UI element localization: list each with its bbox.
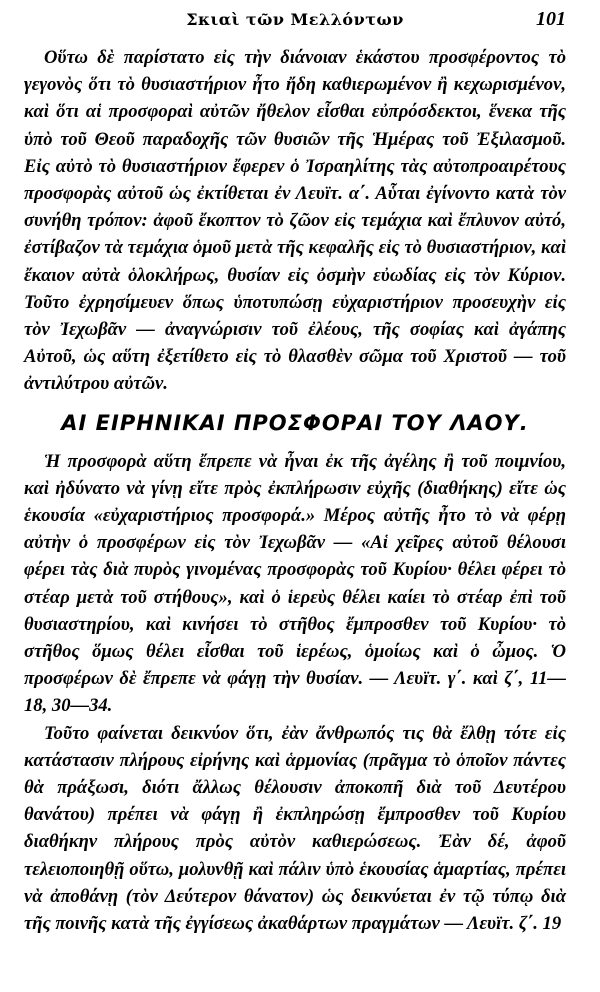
section-heading: ΑΙ ΕΙΡΗΝΙΚΑΙ ΠΡΟΣΦΟΡΑΙ ΤΟΥ ΛΑΟΥ. (61, 410, 529, 435)
page-number: 101 (536, 8, 566, 30)
running-title: Σκιαὶ τῶν Μελλόντων (186, 10, 404, 29)
body-paragraph: Τοῦτο φαίνεται δεικνύον ὅτι, ἐὰν ἄνθρωπός τις θὰ ἔλθῃ τότε εἰς κατάστασιν πλήρους εἰρήνης καὶ ἁρμονίας (πρᾶγμα τὸ ὁποῖον πάντες θὰ πράξωσι, διότι ἄλλως θέλουσιν ἀποκοπῆ διὰ τοῦ Δευτέρου θανάτου) πρέπει νὰ φάγῃ ἢ ἐκπληρώσῃ ἔμπροσθεν τοῦ Κυρίου διαθήκην πλήρους πρὸς αὐτὸν καθιερώσεως. Ἐὰν δέ, ἀφοῦ τελειοποιηθῇ οὕτω, μολυνθῇ καὶ πάλιν ὑπὸ ἑκουσίας ἁμαρτίας, πρέπει νὰ ἀποθάνῃ (τὸν Δεύτερον θάνατον) ὡς δεικνύεται ἐν τῷ τύπῳ διὰ τῆς ποινῆς κατὰ τῆς ἐγγίσεως ἀκαθάρτων πραγμάτων — Λευϊτ. ζ΄. 19 (24, 722, 566, 935)
body-paragraph: Ἡ προσφορὰ αὕτη ἔπρεπε νὰ ἦναι ἐκ τῆς ἀγέλης ἢ τοῦ ποιμνίου, καὶ ἠδύνατο νὰ γίνῃ εἴτε πρὸς ἐκπλήρωσιν εὐχῆς (διαθήκης) εἴτε ὡς ἑκουσία «εὐχαριστήριος προσφορά.» Μέρος αὐτῆς ἦτο τὸ νὰ φέρῃ αὐτὴν ὁ προσφέρων εἰς τὸν Ἰεχωβᾶν — «Αἱ χεῖρες αὐτοῦ θέλουσι φέρει τὰς διὰ πυρὸς γινομένας προσφορὰς τοῦ Κυρίου· θέλει φέρει τὸ στέαρ μετὰ τοῦ στήθους», καὶ ὁ ἱερεὺς θέλει καίει τὸ στέαρ ἐπὶ τοῦ θυσιαστηρίου, καὶ κινήσει τὸ στῆθος ἔμπροσθεν τοῦ Κυρίου· τὸ στῆθος ὅμως θέλει εἶσθαι τοῦ ἱερέως, ὁμοίως καὶ ὁ ὦμος. Ὁ προσφέρων δὲ ἔπρεπε νὰ φάγῃ τὴν θυσίαν. — Λευϊτ. γ΄. καὶ ζ΄, 11—18, 30—34. (24, 450, 566, 717)
body-paragraph: Οὕτω δὲ παρίστατο εἰς τὴν διάνοιαν ἑκάστου προσφέροντος τὸ γεγονὸς ὅτι τὸ θυσιαστήριον ἦτο ἤδη καθιερωμένον ἢ κεχωρισμένον, καὶ ὅτι αἱ προσφοραὶ αὐτῶν ἤθελον εἶσθαι εὐπρόσδεκτοι, ἕνεκα τῆς ὑπὸ τοῦ Θεοῦ παραδοχῆς τῶν θυσιῶν τῆς Ἡμέρας τοῦ Ἐξιλασμοῦ. Εἰς αὐτὸ τὸ θυσιαστήριον ἔφερεν ὁ Ἰσραηλίτης τὰς αὐτοπροαιρέτους προσφορὰς αὐτοῦ ὡς ἐκτίθεται ἐν Λευϊτ. α΄. Αὗται ἐγίνοντο κατὰ τὸν συνήθη τρόπον: ἀφοῦ ἔκοπτον τὸ ζῶον εἰς τεμάχια καὶ ἔπλυνον αὐτό, ἐστίβαζον τὰ τεμάχια ὁμοῦ μετὰ τῆς κεφαλῆς εἰς τὸ θυσιαστήριον, καὶ ἔκαιον αὐτὰ ὁλοκλήρως, θυσίαν εἰς ὀσμὴν εὐωδίας εἰς τὸν Κύριον. Τοῦτο ἐχρησίμευεν ὅπως ὑποτυπώσῃ εὐχαριστήριον προσευχὴν εἰς τὸν Ἰεχωβᾶν — ἀναγνώρισιν τοῦ ἐλέους, τῆς σοφίας καὶ ἀγάπης Αὐτοῦ, ὡς αὕτη ἐξετίθετο εἰς τὸ θλασθὲν σῶμα τοῦ Χριστοῦ — τοῦ ἀντιλύτρου αὐτῶν. (24, 47, 566, 395)
running-header (24, 0, 566, 44)
